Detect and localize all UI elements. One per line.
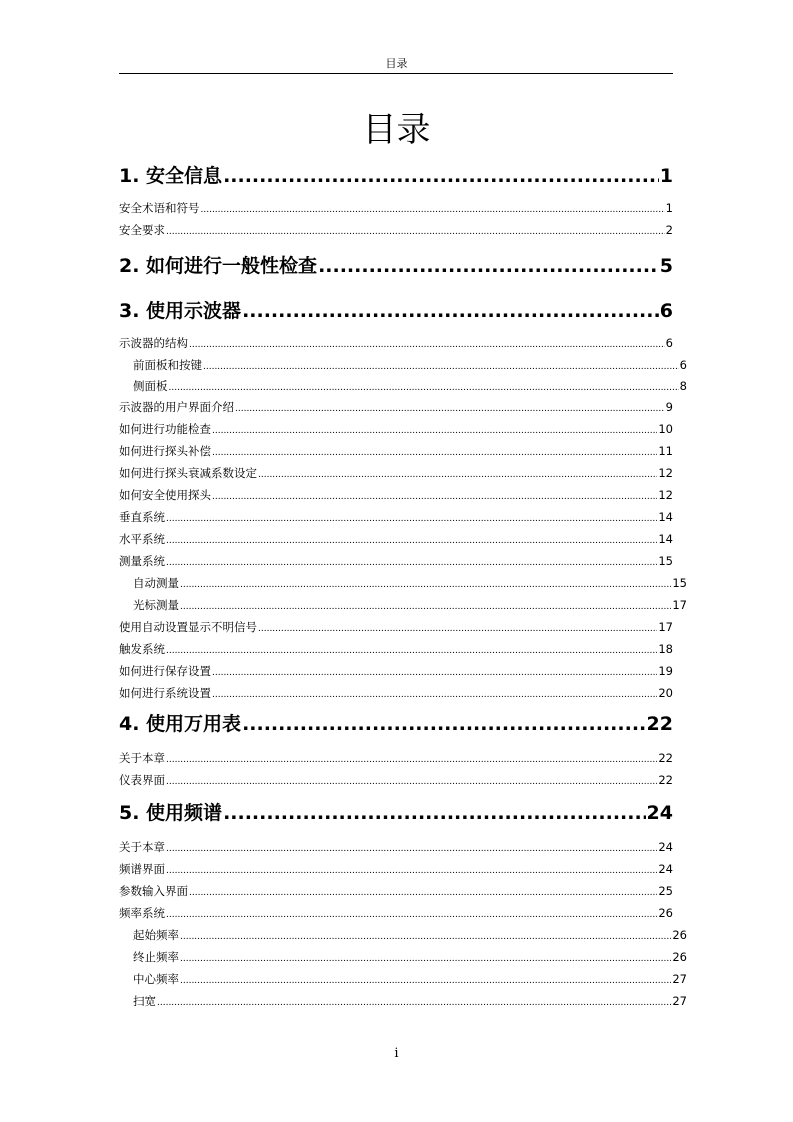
toc-entry-page: 12 <box>658 466 673 480</box>
toc-section-entry[interactable] <box>119 642 673 659</box>
toc-leader-dots <box>166 842 657 857</box>
toc-entry-page: 8 <box>679 379 687 393</box>
toc-section-entry[interactable] <box>119 201 673 218</box>
toc-section-entry[interactable] <box>119 972 687 989</box>
toc-entry-page: 6 <box>659 300 673 322</box>
toc-entry-page: 27 <box>672 972 687 986</box>
toc-entry-label: 测量系统 <box>119 554 165 568</box>
toc-entry-label: 侧面板 <box>133 379 168 393</box>
toc-entry-label: 如何安全使用探头 <box>119 488 211 502</box>
toc-entry-page: 17 <box>658 620 673 634</box>
toc-leader-dots <box>212 490 657 505</box>
toc-section-entry[interactable] <box>119 576 687 593</box>
toc-entry-page: 9 <box>665 400 673 414</box>
toc-section-entry[interactable] <box>119 422 673 439</box>
toc-entry-label: 水平系统 <box>119 532 165 546</box>
toc-entry-page: 22 <box>646 713 673 735</box>
toc-leader-dots <box>180 578 671 593</box>
toc-entry-page: 14 <box>658 532 673 546</box>
toc-chapter-entry[interactable] <box>119 164 673 188</box>
toc-leader-dots <box>166 753 657 768</box>
toc-leader-dots <box>157 996 671 1011</box>
toc-entry-label: 中心频率 <box>133 972 179 986</box>
toc-section-entry[interactable] <box>119 554 673 571</box>
toc-entry-page: 18 <box>658 642 673 656</box>
toc-entry-page: 6 <box>665 336 673 350</box>
toc-entry-label: 如何进行探头衰减系数设定 <box>119 466 257 480</box>
toc-leader-dots <box>258 468 657 483</box>
toc-entry-page: 11 <box>658 444 673 458</box>
toc-entry-page: 24 <box>646 802 673 824</box>
toc-entry-label: 频率系统 <box>119 906 165 920</box>
toc-entry-page: 10 <box>658 422 673 436</box>
toc-leader-dots <box>166 864 657 879</box>
toc-entry-label: 安全要求 <box>119 223 165 237</box>
toc-leader-dots <box>166 644 657 659</box>
toc-entry-page: 22 <box>658 773 673 787</box>
toc-section-entry[interactable] <box>119 664 673 681</box>
toc-entry-page: 27 <box>672 994 687 1008</box>
toc-entry-label: 使用自动设置显示不明信号 <box>119 620 257 634</box>
toc-section-entry[interactable] <box>119 223 673 240</box>
toc-entry-page: 25 <box>658 884 673 898</box>
toc-entry-label: 1. 安全信息 <box>119 165 223 187</box>
toc-section-entry[interactable] <box>119 928 687 945</box>
toc-entry-label: 2. 如何进行一般性检查 <box>119 255 318 277</box>
toc-section-entry[interactable] <box>119 444 673 461</box>
toc-entry-label: 示波器的结构 <box>119 336 188 350</box>
toc-leader-dots <box>166 775 657 790</box>
toc-entry-label: 如何进行探头补偿 <box>119 444 211 458</box>
toc-entry-label: 终止频率 <box>133 950 179 964</box>
toc-entry-label: 3. 使用示波器 <box>119 300 242 322</box>
toc-entry-page: 26 <box>672 928 687 942</box>
toc-entry-label: 仪表界面 <box>119 773 165 787</box>
toc-entry-label: 光标测量 <box>133 598 179 612</box>
toc-section-entry[interactable] <box>119 466 673 483</box>
toc-entry-page: 22 <box>658 751 673 765</box>
toc-entry-page: 17 <box>672 598 687 612</box>
toc-entry-label: 扫宽 <box>133 994 156 1008</box>
toc-leader-dots <box>223 801 645 825</box>
page-title: 目录 <box>362 110 431 150</box>
toc-entry-label: 参数输入界面 <box>119 884 188 898</box>
toc-leader-dots <box>242 712 645 736</box>
toc-leader-dots <box>169 381 679 396</box>
toc-section-entry[interactable] <box>119 510 673 527</box>
toc-entry-page: 12 <box>658 488 673 502</box>
toc-section-entry[interactable] <box>119 400 673 417</box>
toc-entry-page: 19 <box>658 664 673 678</box>
toc-entry-label: 关于本章 <box>119 751 165 765</box>
toc-entry-page: 6 <box>679 358 687 372</box>
header-rule <box>119 73 673 74</box>
toc-section-entry[interactable] <box>119 994 687 1011</box>
toc-section-entry[interactable] <box>119 379 687 396</box>
toc-leader-dots <box>166 512 657 527</box>
toc-entry-page: 24 <box>658 840 673 854</box>
toc-entry-label: 安全术语和符号 <box>119 201 200 215</box>
toc-leader-dots <box>212 688 657 703</box>
toc-entry-page: 15 <box>672 576 687 590</box>
toc-entry-page: 26 <box>658 906 673 920</box>
toc-leader-dots <box>166 908 657 923</box>
toc-leader-dots <box>242 299 659 323</box>
toc-chapter-entry[interactable] <box>119 712 673 736</box>
toc-leader-dots <box>166 225 665 240</box>
toc-entry-page: 1 <box>659 165 673 187</box>
toc-entry-page: 20 <box>658 686 673 700</box>
toc-chapter-entry[interactable] <box>119 254 673 278</box>
toc-leader-dots <box>258 622 657 637</box>
toc-section-entry[interactable] <box>119 336 673 353</box>
toc-section-entry[interactable] <box>119 773 673 790</box>
toc-entry-label: 频谱界面 <box>119 862 165 876</box>
running-header: 目录 <box>385 57 408 70</box>
toc-entry-label: 前面板和按键 <box>133 358 202 372</box>
toc-section-entry[interactable] <box>119 751 673 768</box>
toc-section-entry[interactable] <box>119 620 673 637</box>
toc-leader-dots <box>180 952 671 967</box>
toc-entry-label: 起始频率 <box>133 928 179 942</box>
toc-entry-page: 26 <box>672 950 687 964</box>
toc-entry-label: 4. 使用万用表 <box>119 713 242 735</box>
toc-section-entry[interactable] <box>119 906 673 923</box>
toc-entry-label: 关于本章 <box>119 840 165 854</box>
toc-leader-dots <box>212 424 657 439</box>
toc-leader-dots <box>235 402 665 417</box>
toc-entry-page: 24 <box>658 862 673 876</box>
toc-chapter-entry[interactable] <box>119 299 673 323</box>
toc-entry-label: 自动测量 <box>133 576 179 590</box>
toc-chapter-entry[interactable] <box>119 801 673 825</box>
toc-section-entry[interactable] <box>119 532 673 549</box>
toc-section-entry[interactable] <box>119 686 673 703</box>
toc-leader-dots <box>318 254 659 278</box>
toc-leader-dots <box>166 556 657 571</box>
toc-leader-dots <box>180 600 671 615</box>
toc-entry-label: 如何进行功能检查 <box>119 422 211 436</box>
toc-entry-label: 5. 使用频谱 <box>119 802 223 824</box>
toc-leader-dots <box>180 974 671 989</box>
toc-section-entry[interactable] <box>119 598 687 615</box>
toc-entry-label: 触发系统 <box>119 642 165 656</box>
toc-leader-dots <box>166 534 657 549</box>
toc-leader-dots <box>212 666 657 681</box>
toc-entry-label: 示波器的用户界面介绍 <box>119 400 234 414</box>
toc-section-entry[interactable] <box>119 862 673 879</box>
toc-entry-page: 2 <box>665 223 673 237</box>
toc-leader-dots <box>223 164 659 188</box>
toc-entry-label: 如何进行系统设置 <box>119 686 211 700</box>
toc-section-entry[interactable] <box>119 950 687 967</box>
toc-entry-page: 14 <box>658 510 673 524</box>
toc-leader-dots <box>189 338 665 353</box>
toc-section-entry[interactable] <box>119 840 673 857</box>
toc-entry-label: 垂直系统 <box>119 510 165 524</box>
toc-entry-page: 15 <box>658 554 673 568</box>
toc-section-entry[interactable] <box>119 358 687 375</box>
toc-entry-page: 1 <box>665 201 673 215</box>
toc-leader-dots <box>203 360 679 375</box>
toc-entry-label: 如何进行保存设置 <box>119 664 211 678</box>
toc-entry-page: 5 <box>659 255 673 277</box>
toc-leader-dots <box>189 886 657 901</box>
toc-leader-dots <box>212 446 657 461</box>
toc-section-entry[interactable] <box>119 488 673 505</box>
page-number: i <box>394 1046 399 1061</box>
toc-leader-dots <box>201 203 665 218</box>
toc-leader-dots <box>180 930 671 945</box>
toc-section-entry[interactable] <box>119 884 673 901</box>
